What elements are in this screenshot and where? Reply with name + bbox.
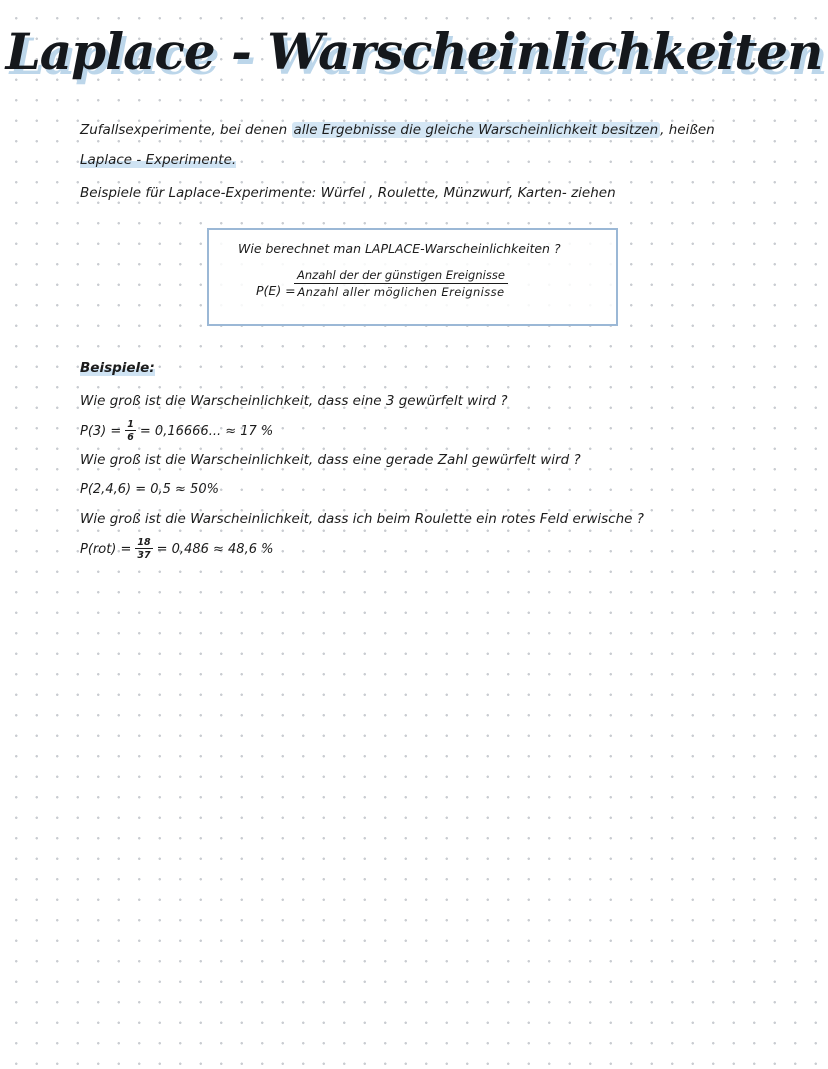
example-question-3: Wie groß ist die Warscheinlichkeit, dass ich beim Roulette ein rotes Feld erwische ? xyxy=(80,511,644,527)
formula-denominator: Anzahl aller möglichen Ereignisse xyxy=(297,285,505,299)
answer-3-rhs: = 0,486 ≈ 48,6 % xyxy=(156,541,274,557)
example-question-1: Wie groß ist die Warscheinlichkeit, dass eine 3 gewürfelt wird ? xyxy=(80,393,508,409)
answer-1-lhs: P(3) = xyxy=(80,423,122,439)
page-title: Laplace - Warscheinlichkeiten xyxy=(5,22,823,81)
example-question-2: Wie groß ist die Warscheinlichkeit, dass eine gerade Zahl gewürfelt wird ? xyxy=(80,452,581,468)
example-answer-1 xyxy=(80,419,273,443)
intro-text-end: , heißen xyxy=(660,122,715,138)
intro-line-1 xyxy=(80,122,715,138)
example-answer-2: P(2,4,6) = 0,5 ≈ 50% xyxy=(80,482,219,497)
examples-list: Beispiele für Laplace-Experimente: Würfel , Roulette, Münzwurf, Karten- ziehen xyxy=(80,185,616,201)
answer-3-denominator: 37 xyxy=(137,550,151,561)
answer-3-fraction xyxy=(135,537,152,561)
answer-1-denominator: 6 xyxy=(127,432,134,443)
answer-1-numerator: 1 xyxy=(127,419,134,430)
formula-numerator: Anzahl der der günstigen Ereignisse xyxy=(294,268,508,284)
formula-lhs: P(E) = xyxy=(256,283,296,298)
answer-1-fraction xyxy=(125,419,136,443)
intro-highlight: alle Ergebnisse die gleiche Warscheinlichkeit besitzen xyxy=(293,122,659,138)
example-answer-3 xyxy=(80,537,273,561)
answer-3-lhs: P(rot) = xyxy=(80,541,132,557)
intro-line-2 xyxy=(80,152,236,168)
laplace-experiment-term: Laplace - Experimente. xyxy=(80,152,237,168)
examples-heading xyxy=(80,360,155,376)
examples-heading-text: Beispiele: xyxy=(80,360,155,376)
answer-1-rhs: = 0,16666... ≈ 17 % xyxy=(139,423,274,439)
laplace-formula-fraction xyxy=(294,268,508,299)
formula-question: Wie berechnet man LAPLACE-Warscheinlichkeiten ? xyxy=(238,241,561,256)
answer-3-numerator: 18 xyxy=(137,537,151,548)
intro-text-start: Zufallsexperimente, bei denen xyxy=(80,122,292,138)
